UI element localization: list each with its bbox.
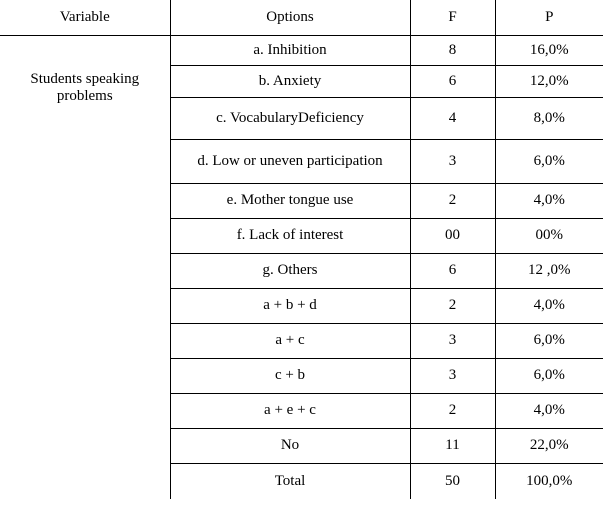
variable-cell-continuation [0, 254, 170, 289]
table-row [0, 324, 603, 359]
variable-cell-continuation [0, 140, 170, 184]
header-variable: Variable [0, 0, 170, 36]
option-cell: a + e + c [170, 394, 410, 429]
variable-cell: Students speaking problems [0, 36, 170, 140]
variable-cell-continuation [0, 464, 170, 499]
table-row [0, 254, 603, 289]
table-row [0, 184, 603, 219]
table-row-total [0, 464, 603, 499]
percentage-cell: 8,0% [495, 98, 603, 140]
option-cell: g. Others [170, 254, 410, 289]
header-row [0, 0, 603, 36]
frequency-cell: 00 [410, 219, 495, 254]
percentage-cell: 00% [495, 219, 603, 254]
percentage-cell: 12,0% [495, 66, 603, 98]
variable-cell-continuation [0, 394, 170, 429]
percentage-cell: 16,0% [495, 36, 603, 66]
frequency-cell: 2 [410, 394, 495, 429]
frequency-cell: 8 [410, 36, 495, 66]
header-percentage: P [495, 0, 603, 36]
table-row [0, 219, 603, 254]
header-frequency: F [410, 0, 495, 36]
percentage-cell: 4,0% [495, 394, 603, 429]
table-row [0, 36, 603, 66]
variable-cell-continuation [0, 359, 170, 394]
option-cell: a + c [170, 324, 410, 359]
table-row [0, 429, 603, 464]
variable-cell-continuation [0, 219, 170, 254]
frequency-cell: 6 [410, 254, 495, 289]
percentage-cell: 22,0% [495, 429, 603, 464]
option-cell: a. Inhibition [170, 36, 410, 66]
frequency-cell: 4 [410, 98, 495, 140]
option-cell: d. Low or uneven participation [170, 140, 410, 184]
variable-cell-continuation [0, 324, 170, 359]
option-cell: f. Lack of interest [170, 219, 410, 254]
table-row [0, 289, 603, 324]
option-cell: No [170, 429, 410, 464]
frequency-cell: 3 [410, 140, 495, 184]
table-row [0, 140, 603, 184]
option-cell: b. Anxiety [170, 66, 410, 98]
frequency-cell: 6 [410, 66, 495, 98]
header-options: Options [170, 0, 410, 36]
option-cell-total: Total [170, 464, 410, 499]
frequency-cell: 3 [410, 359, 495, 394]
option-cell: c. VocabularyDeficiency [170, 98, 410, 140]
percentage-cell: 4,0% [495, 289, 603, 324]
percentage-cell: 4,0% [495, 184, 603, 219]
percentage-cell: 6,0% [495, 359, 603, 394]
frequency-cell: 2 [410, 184, 495, 219]
frequency-cell: 11 [410, 429, 495, 464]
option-cell: c + b [170, 359, 410, 394]
option-cell: e. Mother tongue use [170, 184, 410, 219]
table-row [0, 394, 603, 429]
variable-cell-continuation [0, 429, 170, 464]
percentage-cell: 6,0% [495, 140, 603, 184]
variable-cell-continuation [0, 184, 170, 219]
percentage-cell: 12 ,0% [495, 254, 603, 289]
table-row [0, 359, 603, 394]
option-cell: a + b + d [170, 289, 410, 324]
frequency-cell: 3 [410, 324, 495, 359]
frequency-cell-total: 50 [410, 464, 495, 499]
percentage-cell: 6,0% [495, 324, 603, 359]
frequency-cell: 2 [410, 289, 495, 324]
percentage-cell-total: 100,0% [526, 472, 573, 489]
variable-cell-continuation [0, 289, 170, 324]
